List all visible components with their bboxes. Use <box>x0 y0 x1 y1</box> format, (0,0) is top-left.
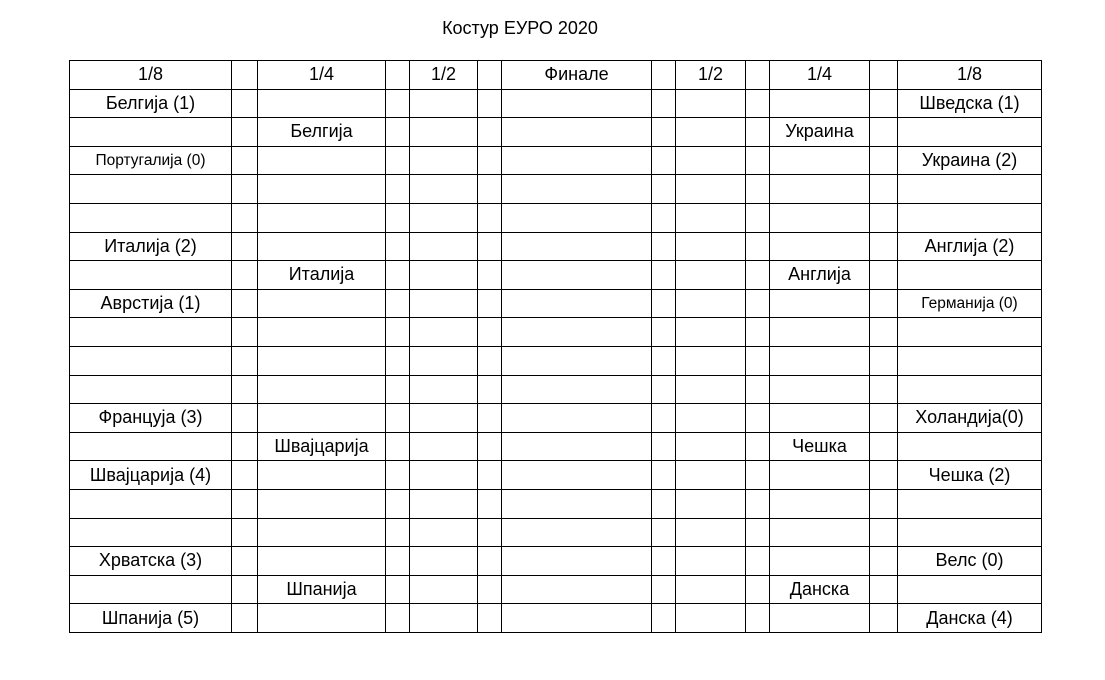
left-round-of-16-cell: Аврстија (1) <box>70 289 232 318</box>
table-row <box>70 118 1042 147</box>
right-semifinal-cell <box>676 489 746 518</box>
right-semifinal-cell <box>676 461 746 490</box>
left-round-of-16-cell <box>70 375 232 404</box>
spacer-cell <box>232 146 258 175</box>
spacer-header <box>232 61 258 90</box>
final-cell <box>502 118 652 147</box>
final-cell <box>502 375 652 404</box>
spacer-cell <box>870 432 898 461</box>
spacer-cell <box>652 375 676 404</box>
final-cell <box>502 432 652 461</box>
spacer-cell <box>870 289 898 318</box>
final-cell <box>502 289 652 318</box>
right-round-of-16-cell <box>898 118 1042 147</box>
table-row <box>70 175 1042 204</box>
spacer-cell <box>478 518 502 547</box>
spacer-cell <box>386 547 410 576</box>
spacer-header <box>746 61 770 90</box>
spacer-cell <box>746 175 770 204</box>
left-round-of-16-cell: Шпанија (5) <box>70 604 232 633</box>
left-round-of-16-cell: Белгија (1) <box>70 89 232 118</box>
left-semifinal-cell <box>410 89 478 118</box>
final-cell <box>502 89 652 118</box>
round-header: 1/8 <box>70 61 232 90</box>
spacer-cell <box>870 118 898 147</box>
spacer-cell <box>478 547 502 576</box>
left-semifinal-cell <box>410 318 478 347</box>
round-header: 1/2 <box>676 61 746 90</box>
right-semifinal-cell <box>676 375 746 404</box>
final-cell <box>502 547 652 576</box>
spacer-cell <box>746 404 770 433</box>
spacer-cell <box>746 489 770 518</box>
spacer-cell <box>232 89 258 118</box>
final-cell <box>502 518 652 547</box>
spacer-cell <box>746 118 770 147</box>
final-cell <box>502 146 652 175</box>
spacer-cell <box>478 404 502 433</box>
right-semifinal-cell <box>676 404 746 433</box>
left-semifinal-cell <box>410 118 478 147</box>
right-semifinal-cell <box>676 604 746 633</box>
left-quarterfinal-cell <box>258 375 386 404</box>
spacer-cell <box>652 203 676 232</box>
spacer-cell <box>870 232 898 261</box>
left-round-of-16-cell <box>70 518 232 547</box>
spacer-cell <box>232 118 258 147</box>
left-semifinal-cell <box>410 547 478 576</box>
spacer-cell <box>232 375 258 404</box>
round-header: 1/4 <box>770 61 870 90</box>
right-round-of-16-cell <box>898 346 1042 375</box>
spacer-cell <box>652 346 676 375</box>
table-row <box>70 261 1042 290</box>
round-header: 1/4 <box>258 61 386 90</box>
right-round-of-16-cell <box>898 375 1042 404</box>
right-quarterfinal-cell <box>770 547 870 576</box>
left-round-of-16-cell: Италија (2) <box>70 232 232 261</box>
spacer-cell <box>386 118 410 147</box>
spacer-cell <box>652 289 676 318</box>
spacer-cell <box>652 232 676 261</box>
left-quarterfinal-cell <box>258 146 386 175</box>
left-semifinal-cell <box>410 575 478 604</box>
right-quarterfinal-cell <box>770 175 870 204</box>
final-cell <box>502 489 652 518</box>
table-row <box>70 432 1042 461</box>
left-round-of-16-cell <box>70 346 232 375</box>
right-round-of-16-cell <box>898 203 1042 232</box>
spacer-cell <box>746 375 770 404</box>
right-round-of-16-cell: Шведска (1) <box>898 89 1042 118</box>
right-round-of-16-cell: Данска (4) <box>898 604 1042 633</box>
left-quarterfinal-cell <box>258 318 386 347</box>
spacer-cell <box>652 175 676 204</box>
spacer-cell <box>870 404 898 433</box>
right-semifinal-cell <box>676 346 746 375</box>
left-quarterfinal-cell <box>258 404 386 433</box>
spacer-cell <box>478 261 502 290</box>
spacer-cell <box>746 89 770 118</box>
spacer-cell <box>232 404 258 433</box>
spacer-cell <box>652 489 676 518</box>
spacer-cell <box>746 547 770 576</box>
spacer-cell <box>746 461 770 490</box>
left-round-of-16-cell <box>70 261 232 290</box>
right-semifinal-cell <box>676 547 746 576</box>
spacer-cell <box>386 604 410 633</box>
spacer-cell <box>870 375 898 404</box>
right-round-of-16-cell <box>898 489 1042 518</box>
spacer-cell <box>870 575 898 604</box>
spacer-cell <box>746 518 770 547</box>
table-row <box>70 604 1042 633</box>
left-semifinal-cell <box>410 489 478 518</box>
right-round-of-16-cell <box>898 575 1042 604</box>
spacer-cell <box>232 575 258 604</box>
table-row <box>70 375 1042 404</box>
spacer-cell <box>652 118 676 147</box>
right-semifinal-cell <box>676 261 746 290</box>
right-quarterfinal-cell <box>770 489 870 518</box>
right-quarterfinal-cell: Чешка <box>770 432 870 461</box>
table-row <box>70 404 1042 433</box>
round-header: Финале <box>502 61 652 90</box>
right-round-of-16-cell: Чешка (2) <box>898 461 1042 490</box>
table-row <box>70 232 1042 261</box>
left-semifinal-cell <box>410 375 478 404</box>
spacer-header <box>386 61 410 90</box>
left-quarterfinal-cell <box>258 89 386 118</box>
spacer-cell <box>478 461 502 490</box>
right-semifinal-cell <box>676 318 746 347</box>
right-quarterfinal-cell <box>770 318 870 347</box>
left-round-of-16-cell: Француја (3) <box>70 404 232 433</box>
left-round-of-16-cell <box>70 175 232 204</box>
spacer-cell <box>386 489 410 518</box>
right-semifinal-cell <box>676 118 746 147</box>
spacer-cell <box>232 289 258 318</box>
table-row <box>70 318 1042 347</box>
spacer-cell <box>386 289 410 318</box>
spacer-cell <box>870 89 898 118</box>
spacer-cell <box>652 461 676 490</box>
left-quarterfinal-cell <box>258 346 386 375</box>
left-round-of-16-cell <box>70 432 232 461</box>
document-title: Костур ЕУРО 2020 <box>442 18 598 38</box>
left-semifinal-cell <box>410 261 478 290</box>
spacer-cell <box>232 518 258 547</box>
spacer-cell <box>746 203 770 232</box>
spacer-cell <box>746 604 770 633</box>
right-round-of-16-cell <box>898 518 1042 547</box>
spacer-cell <box>746 575 770 604</box>
spacer-cell <box>478 489 502 518</box>
spacer-cell <box>870 146 898 175</box>
right-round-of-16-cell <box>898 318 1042 347</box>
right-quarterfinal-cell: Украина <box>770 118 870 147</box>
spacer-cell <box>386 232 410 261</box>
right-round-of-16-cell: Украина (2) <box>898 146 1042 175</box>
left-quarterfinal-cell: Швајцарија <box>258 432 386 461</box>
left-semifinal-cell <box>410 175 478 204</box>
left-semifinal-cell <box>410 404 478 433</box>
final-cell <box>502 575 652 604</box>
spacer-cell <box>478 289 502 318</box>
right-quarterfinal-cell <box>770 232 870 261</box>
spacer-cell <box>478 318 502 347</box>
table-row <box>70 346 1042 375</box>
spacer-cell <box>652 547 676 576</box>
spacer-cell <box>232 547 258 576</box>
spacer-cell <box>746 289 770 318</box>
final-cell <box>502 203 652 232</box>
table-row <box>70 489 1042 518</box>
spacer-cell <box>652 432 676 461</box>
left-semifinal-cell <box>410 432 478 461</box>
table-row <box>70 461 1042 490</box>
right-semifinal-cell <box>676 146 746 175</box>
right-quarterfinal-cell: Данска <box>770 575 870 604</box>
right-semifinal-cell <box>676 203 746 232</box>
right-quarterfinal-cell <box>770 375 870 404</box>
spacer-cell <box>478 575 502 604</box>
right-round-of-16-cell: Холандија(0) <box>898 404 1042 433</box>
left-round-of-16-cell: Португалија (0) <box>70 146 232 175</box>
spacer-cell <box>478 89 502 118</box>
left-quarterfinal-cell <box>258 518 386 547</box>
spacer-cell <box>870 518 898 547</box>
spacer-header <box>652 61 676 90</box>
spacer-cell <box>386 89 410 118</box>
right-quarterfinal-cell <box>770 518 870 547</box>
spacer-cell <box>386 261 410 290</box>
left-semifinal-cell <box>410 346 478 375</box>
spacer-cell <box>386 575 410 604</box>
left-semifinal-cell <box>410 461 478 490</box>
right-semifinal-cell <box>676 89 746 118</box>
spacer-cell <box>870 461 898 490</box>
spacer-cell <box>870 261 898 290</box>
spacer-cell <box>478 175 502 204</box>
left-quarterfinal-cell <box>258 461 386 490</box>
spacer-cell <box>746 146 770 175</box>
spacer-cell <box>386 346 410 375</box>
table-row <box>70 146 1042 175</box>
spacer-cell <box>746 346 770 375</box>
left-quarterfinal-cell: Шпанија <box>258 575 386 604</box>
spacer-cell <box>386 175 410 204</box>
bracket-table <box>69 60 1042 633</box>
left-quarterfinal-cell <box>258 289 386 318</box>
left-round-of-16-cell <box>70 489 232 518</box>
spacer-cell <box>232 261 258 290</box>
left-semifinal-cell <box>410 232 478 261</box>
spacer-cell <box>870 604 898 633</box>
spacer-cell <box>870 203 898 232</box>
spacer-cell <box>478 232 502 261</box>
final-cell <box>502 604 652 633</box>
spacer-cell <box>232 175 258 204</box>
spacer-cell <box>652 404 676 433</box>
left-round-of-16-cell: Хрватска (3) <box>70 547 232 576</box>
spacer-cell <box>478 118 502 147</box>
spacer-cell <box>652 89 676 118</box>
final-cell <box>502 404 652 433</box>
table-row <box>70 518 1042 547</box>
spacer-cell <box>746 318 770 347</box>
table-row <box>70 89 1042 118</box>
right-round-of-16-cell: Германија (0) <box>898 289 1042 318</box>
spacer-cell <box>746 232 770 261</box>
right-quarterfinal-cell: Англија <box>770 261 870 290</box>
left-semifinal-cell <box>410 146 478 175</box>
left-quarterfinal-cell <box>258 547 386 576</box>
right-quarterfinal-cell <box>770 146 870 175</box>
final-cell <box>502 346 652 375</box>
spacer-cell <box>386 203 410 232</box>
right-round-of-16-cell: Велс (0) <box>898 547 1042 576</box>
spacer-header <box>478 61 502 90</box>
spacer-cell <box>386 318 410 347</box>
right-quarterfinal-cell <box>770 346 870 375</box>
spacer-cell <box>232 432 258 461</box>
right-round-of-16-cell <box>898 261 1042 290</box>
spacer-cell <box>652 575 676 604</box>
final-cell <box>502 261 652 290</box>
spacer-cell <box>386 404 410 433</box>
right-semifinal-cell <box>676 175 746 204</box>
left-round-of-16-cell <box>70 203 232 232</box>
spacer-cell <box>232 232 258 261</box>
round-header: 1/2 <box>410 61 478 90</box>
spacer-cell <box>652 146 676 175</box>
final-cell <box>502 318 652 347</box>
right-quarterfinal-cell <box>770 89 870 118</box>
right-semifinal-cell <box>676 518 746 547</box>
spacer-cell <box>870 318 898 347</box>
left-quarterfinal-cell <box>258 232 386 261</box>
left-semifinal-cell <box>410 203 478 232</box>
spacer-cell <box>870 346 898 375</box>
spacer-cell <box>386 375 410 404</box>
spacer-cell <box>232 489 258 518</box>
final-cell <box>502 461 652 490</box>
right-quarterfinal-cell <box>770 461 870 490</box>
header-row <box>70 61 1042 90</box>
left-quarterfinal-cell <box>258 604 386 633</box>
right-round-of-16-cell <box>898 175 1042 204</box>
right-quarterfinal-cell <box>770 604 870 633</box>
left-semifinal-cell <box>410 604 478 633</box>
left-round-of-16-cell <box>70 118 232 147</box>
left-quarterfinal-cell: Белгија <box>258 118 386 147</box>
left-quarterfinal-cell <box>258 203 386 232</box>
left-quarterfinal-cell <box>258 175 386 204</box>
final-cell <box>502 232 652 261</box>
spacer-cell <box>386 461 410 490</box>
right-quarterfinal-cell <box>770 404 870 433</box>
spacer-cell <box>386 432 410 461</box>
spacer-cell <box>746 432 770 461</box>
right-semifinal-cell <box>676 575 746 604</box>
spacer-cell <box>652 261 676 290</box>
spacer-cell <box>386 518 410 547</box>
left-quarterfinal-cell <box>258 489 386 518</box>
right-semifinal-cell <box>676 289 746 318</box>
spacer-cell <box>478 375 502 404</box>
table-row <box>70 575 1042 604</box>
table-row <box>70 289 1042 318</box>
spacer-cell <box>232 318 258 347</box>
table-row <box>70 547 1042 576</box>
spacer-cell <box>478 432 502 461</box>
right-quarterfinal-cell <box>770 289 870 318</box>
spacer-cell <box>232 346 258 375</box>
spacer-cell <box>232 604 258 633</box>
round-header: 1/8 <box>898 61 1042 90</box>
right-round-of-16-cell: Англија (2) <box>898 232 1042 261</box>
left-semifinal-cell <box>410 518 478 547</box>
spacer-cell <box>232 461 258 490</box>
spacer-header <box>870 61 898 90</box>
left-round-of-16-cell <box>70 575 232 604</box>
spacer-cell <box>870 489 898 518</box>
spacer-cell <box>870 175 898 204</box>
spacer-cell <box>652 318 676 347</box>
spacer-cell <box>746 261 770 290</box>
final-cell <box>502 175 652 204</box>
spacer-cell <box>478 146 502 175</box>
spacer-cell <box>478 203 502 232</box>
spacer-cell <box>386 146 410 175</box>
spacer-cell <box>652 604 676 633</box>
right-round-of-16-cell <box>898 432 1042 461</box>
right-semifinal-cell <box>676 232 746 261</box>
spacer-cell <box>232 203 258 232</box>
spacer-cell <box>870 547 898 576</box>
left-quarterfinal-cell: Италија <box>258 261 386 290</box>
left-semifinal-cell <box>410 289 478 318</box>
spacer-cell <box>652 518 676 547</box>
table-row <box>70 203 1042 232</box>
left-round-of-16-cell: Швајцарија (4) <box>70 461 232 490</box>
spacer-cell <box>478 604 502 633</box>
right-quarterfinal-cell <box>770 203 870 232</box>
left-round-of-16-cell <box>70 318 232 347</box>
spacer-cell <box>478 346 502 375</box>
right-semifinal-cell <box>676 432 746 461</box>
